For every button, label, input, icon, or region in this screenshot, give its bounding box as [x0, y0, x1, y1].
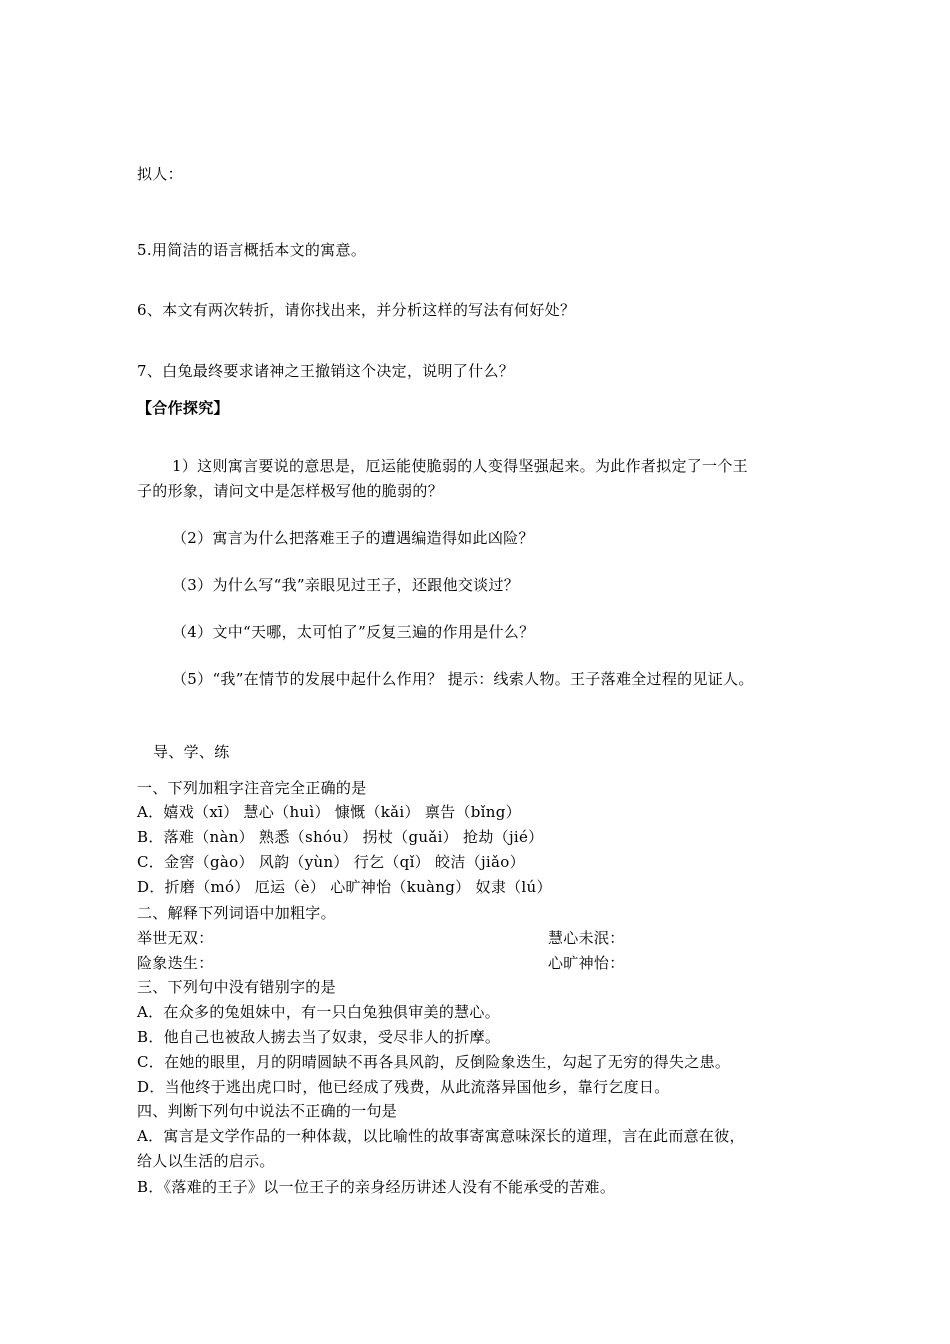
exercise-4-prompt: 四、判断下列句中说法不正确的一句是	[137, 1102, 398, 1120]
section-heading-hezuo: 【合作探究】	[137, 399, 229, 417]
line-nini: 拟人：	[137, 165, 183, 183]
exercise-3-option-c: C．在她的眼里，月的阴晴圆缺不再各具风韵，反倒险象迭生，勾起了无穷的得失之患。	[137, 1053, 731, 1071]
exercise-1-prompt: 一、下列加粗字注音完全正确的是	[137, 779, 367, 797]
question-6: 6、本文有两次转折，请你找出来，并分析这样的写法有何好处？	[137, 301, 576, 319]
section-heading-daoxuelian: 导、学、练	[153, 743, 230, 761]
exercise-2-term-1: 举世无双：	[137, 929, 214, 947]
exercise-2-term-4: 心旷神怡：	[548, 954, 625, 972]
hezuo-item-3: （3）为什么写“我”亲眼见过王子，还跟他交谈过？	[172, 576, 520, 594]
exercise-4-option-b: B．《落难的王子》以一位王子的亲身经历讲述人没有不能承受的苦难。	[137, 1178, 616, 1196]
question-7: 7、白兔最终要求诸神之王撤销这个决定，说明了什么？	[137, 362, 515, 380]
exercise-3-option-b: B．他自己也被敌人掳去当了奴隶，受尽非人的折摩。	[137, 1028, 501, 1046]
exercise-2-term-2: 慧心未泯：	[548, 929, 625, 947]
exercise-1-option-d: D．折磨（mó） 厄运（è） 心旷神怡（kuàng） 奴隶（lú）	[137, 878, 552, 896]
exercise-1-option-c: C．金窖（gào） 风韵（yùn） 行乞（qǐ） 皎洁（jiǎo）	[137, 853, 525, 871]
exercise-1-option-a: A．嬉戏（xī） 慧心（huì） 慷慨（kǎi） 禀告（bǐng）	[137, 803, 521, 821]
hezuo-item-4: （4）文中“天哪，太可怕了”反复三遍的作用是什么？	[172, 623, 535, 641]
hezuo-item-5: （5）“我”在情节的发展中起什么作用？ 提示：线索人物。王子落难全过程的见证人。	[172, 670, 754, 688]
exercise-2-prompt: 二、解释下列词语中加粗字。	[137, 904, 336, 922]
hezuo-item-1-line-1: 1）这则寓言要说的意思是，厄运能使脆弱的人变得坚强起来。为此作者拟定了一个王	[172, 457, 748, 475]
exercise-3-prompt: 三、下列句中没有错别字的是	[137, 978, 336, 996]
question-5: 5.用简洁的语言概括本文的寓意。	[137, 241, 367, 259]
exercise-3-option-d: D．当他终于逃出虎口时，他已经成了残费，从此流落异国他乡，靠行乞度日。	[137, 1078, 670, 1096]
exercise-2-term-3: 险象迭生：	[137, 954, 214, 972]
hezuo-item-2: （2）寓言为什么把落难王子的遭遇编造得如此凶险？	[172, 529, 534, 547]
exercise-1-option-b: B．落难（nàn） 熟悉（shóu） 拐杖（guǎi） 抢劫（jié）	[137, 828, 544, 846]
exercise-3-option-a: A．在众多的兔姐妹中，有一只白兔独俱审美的慧心。	[137, 1003, 501, 1021]
hezuo-item-1-line-2: 子的形象，请问文中是怎样极写他的脆弱的？	[137, 482, 444, 500]
exercise-4-option-a-line-1: A．寓言是文学作品的一种体裁，以比喻性的故事寄寓意味深长的道理，言在此而意在彼，	[137, 1127, 745, 1145]
exercise-4-option-a-line-2: 给人以生活的启示。	[137, 1152, 275, 1170]
